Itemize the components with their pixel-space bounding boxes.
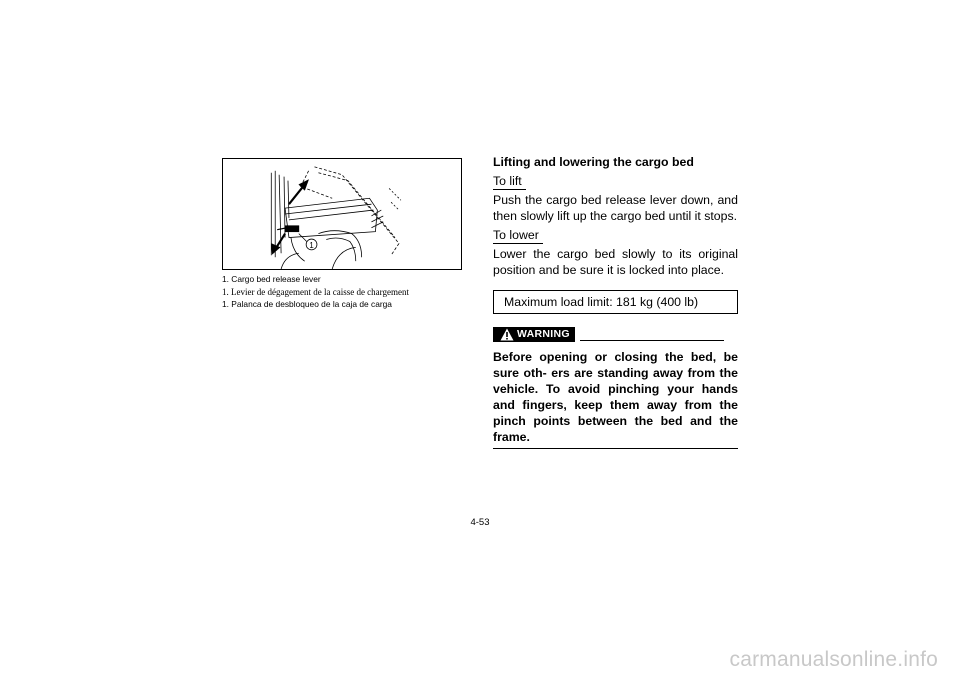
- caption-french: 1. Levier de dégagement de la caisse de chargement: [222, 286, 409, 297]
- to-lift-text: Push the cargo bed release lever down, and then slowly lift up the cargo bed until it stops.: [493, 193, 738, 223]
- warning-triangle-icon: [500, 328, 514, 341]
- to-lift-subheading: To lift: [493, 173, 526, 190]
- max-load-box: Maximum load limit: 181 kg (400 lb): [493, 290, 738, 314]
- to-lower-text: Lower the cargo bed slowly to its original position and be sure it is locked into place.: [493, 247, 738, 277]
- instructions-column: [493, 154, 738, 449]
- caption-english: 1. Cargo bed release lever: [222, 274, 321, 284]
- warning-label: WARNING: [517, 328, 570, 340]
- to-lower-subheading: To lower: [493, 227, 543, 244]
- warning-bottom-rule: [493, 448, 738, 449]
- watermark: carmanualsonline.info: [729, 648, 938, 671]
- section-heading: Lifting and lowering the cargo bed: [493, 155, 694, 169]
- cargo-bed-drawing: [223, 159, 461, 269]
- warning-badge: [493, 327, 575, 342]
- warning-header: [493, 327, 738, 343]
- caption-spanish: 1. Palanca de desbloqueo de la caja de carga: [222, 299, 392, 309]
- callout-number: 1: [309, 240, 314, 250]
- cargo-bed-illustration: [222, 158, 462, 270]
- warning-rule: [580, 340, 724, 341]
- figure-captions: [222, 273, 472, 311]
- page-number: 4-53: [470, 517, 490, 528]
- warning-text: Before opening or closing the bed, be sure oth- ers are standing away from the vehicle. To avoid pinching your hands and fingers, keep them away from the pinch points between the bed and the frame.: [493, 350, 738, 444]
